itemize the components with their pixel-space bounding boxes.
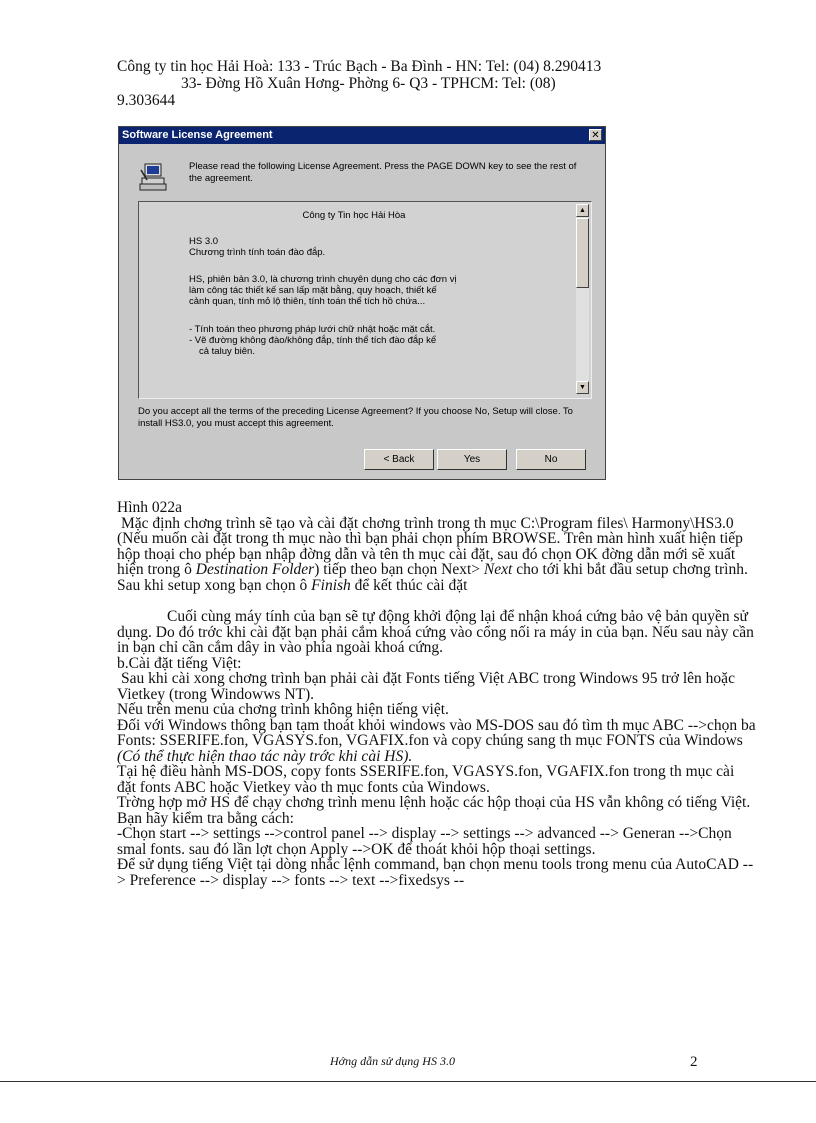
scroll-up-icon[interactable]: ▲ (576, 204, 589, 217)
text-span: Mặc định chơng trình sẽ tạo và cài đặt chơng trình trong th mục C:\Program files\ Harmony\HS3.0 (Nếu muốn cài đặt trong th mục nào thì bạn phải chọn phím BROWSE. Trên màn hình xuất hiện tiếp hộp thoại cho phép bạn nhập đờng dẫn và tên th mục cài đặt, sau đó chọn OK đờng dẫn mới sẽ xuất hiện trong ô (117, 514, 743, 578)
scroll-thumb[interactable] (576, 218, 589, 288)
paragraph-no-vietnamese: Nếu trên menu của chơng trình không hiện tiếng việt. (117, 701, 449, 718)
letterhead-line-1: Công ty tin học Hải Hoà: 133 - Trúc Bạch - Ba Đình - HN: Tel: (04) 8.290413 (117, 58, 602, 75)
paragraph-hardware-key: Cuối cùng máy tính của bạn sẽ tự động khởi động lại để nhận khoá cứng bảo vệ bản quyền sử dụng. Do đó trớc khi cài đặt bạn phải cắm khoá cứng vào cổng nối ra máy in của bạn. Nếu sau này cần in bạn chỉ cần cắm dây in vào phía ngoài khoá cứng. (117, 608, 754, 656)
back-button[interactable]: < Back (364, 449, 434, 470)
paragraph-default-install (117, 516, 757, 578)
yes-button[interactable]: Yes (437, 449, 507, 470)
license-line: HS 3.0 (189, 236, 219, 247)
letterhead (117, 58, 757, 109)
close-icon[interactable]: ✕ (589, 129, 602, 141)
footer-title: Hớng dẫn sử dụng HS 3.0 (330, 1054, 455, 1068)
license-line: làm công tác thiết kế san lấp mặt bằng, quy hoạch, thiết kế (189, 285, 437, 296)
text-span: Đối với Windows thông bạn tạm thoát khỏi windows vào MS-DOS sau đó tìm th mục ABC -->chọn ba Fonts: SSERIFE.fon, VGASYS.fon, VGAFIX.fon và copy chúng sang th mục FONTS của Windows (117, 716, 756, 749)
italic-span: Destination Folder (195, 561, 315, 578)
license-line: cảnh quan, tính mỏ lộ thiên, tính toán thể tích hồ chứa... (189, 296, 426, 307)
license-paragraph-3 (189, 324, 569, 357)
license-paragraph-1 (189, 236, 569, 258)
license-line: - Tính toán theo phương pháp lưới chữ nhật hoặc mặt cắt. (189, 324, 436, 335)
figure-caption: Hình 022a (117, 499, 183, 516)
license-company-title: Công ty Tin học Hải Hòa (302, 210, 406, 221)
italic-span: Finish (311, 576, 351, 594)
license-line: HS, phiên bản 3.0, là chương trình chuyên dụng cho các đơn vị (189, 274, 457, 285)
dialog-title: Software License Agreement (122, 129, 273, 141)
no-button[interactable]: No (516, 449, 586, 470)
paragraph-autocad: Để sử dụng tiếng Việt tại dòng nhắc lệnh command, bạn chọn menu tools trong menu của AutoCAD --> Preference --> display --> fonts --> text -->fixedsys -- (117, 856, 754, 889)
setup-computer-icon (139, 162, 167, 192)
page-number: 2 (690, 1054, 698, 1070)
text-span: cho tới khi bắt đầu setup chơng trình. (516, 561, 748, 578)
paragraph-settings-steps: -Chọn start --> settings -->control panel --> display --> settings --> advanced --> Generan -->Chọn smal fonts. sau đó lần lợt chọn Apply -->OK để thoát khỏi hộp thoại settings. (117, 825, 732, 858)
paragraph-finish (117, 578, 757, 594)
license-line: cả taluy biên. (199, 346, 255, 357)
license-line: - Vẽ đường không đào/không đắp, tính thể tích đào đắp kể (189, 335, 437, 346)
italic-span: Next (483, 561, 513, 578)
footer-divider (0, 1081, 816, 1082)
text-span: Sau khi setup xong bạn chọn ô (117, 576, 308, 594)
paragraph-windows-fonts (117, 718, 757, 765)
dialog-intro-text: Please read the following License Agreement. Press the PAGE DOWN key to see the rest of the agreement. (189, 161, 577, 184)
scroll-down-icon[interactable]: ▼ (576, 381, 589, 394)
license-scrollbar[interactable] (576, 204, 589, 394)
dialog-titlebar (119, 127, 605, 144)
text-span: để kết thúc cài đặt (354, 576, 468, 594)
text-span: ) tiếp theo bạn chọn Next> (314, 561, 481, 578)
paragraph-install-fonts: Sau khi cài xong chơng trình bạn phải cài đặt Fonts tiếng Việt ABC trong Windows 95 trở lên hoặc Vietkey (trong Windowws NT). (117, 670, 735, 703)
paragraph-ms-dos: Tại hệ điều hành MS-DOS, copy fonts SSERIFE.fon, VGASYS.fon, VGAFIX.fon trong th mục cài đặt fonts ABC hoặc Vietkey vào th mục fonts của Windows. (117, 763, 735, 796)
paragraph-check: Trờng hợp mở HS để chạy chơng trình menu lệnh hoặc các hộp thoại của HS vẫn không có tiếng Việt. Bạn hãy kiểm tra bằng cách: (117, 794, 751, 827)
italic-span: (Có thể thực hiện thao tác này trớc khi cài HS). (117, 747, 413, 765)
license-paragraph-2 (189, 274, 569, 307)
document-body (117, 500, 757, 888)
license-dialog-screenshot (118, 126, 606, 480)
license-line: Chương trình tính toán đào đắp. (189, 247, 326, 258)
letterhead-line-2: 33- Đờng Hồ Xuân Hơng- Phờng 6- Q3 - TPHCM: Tel: (08) (181, 75, 556, 92)
accept-question-text: Do you accept all the terms of the preceding License Agreement? If you choose No, Setup will close. To install HS3.0, you must accept this agreement. (138, 406, 573, 429)
letterhead-line-3: 9.303644 (117, 92, 176, 109)
section-heading-vietnamese: b.Cài đặt tiếng Việt: (117, 654, 242, 672)
license-text-box[interactable] (138, 201, 592, 399)
